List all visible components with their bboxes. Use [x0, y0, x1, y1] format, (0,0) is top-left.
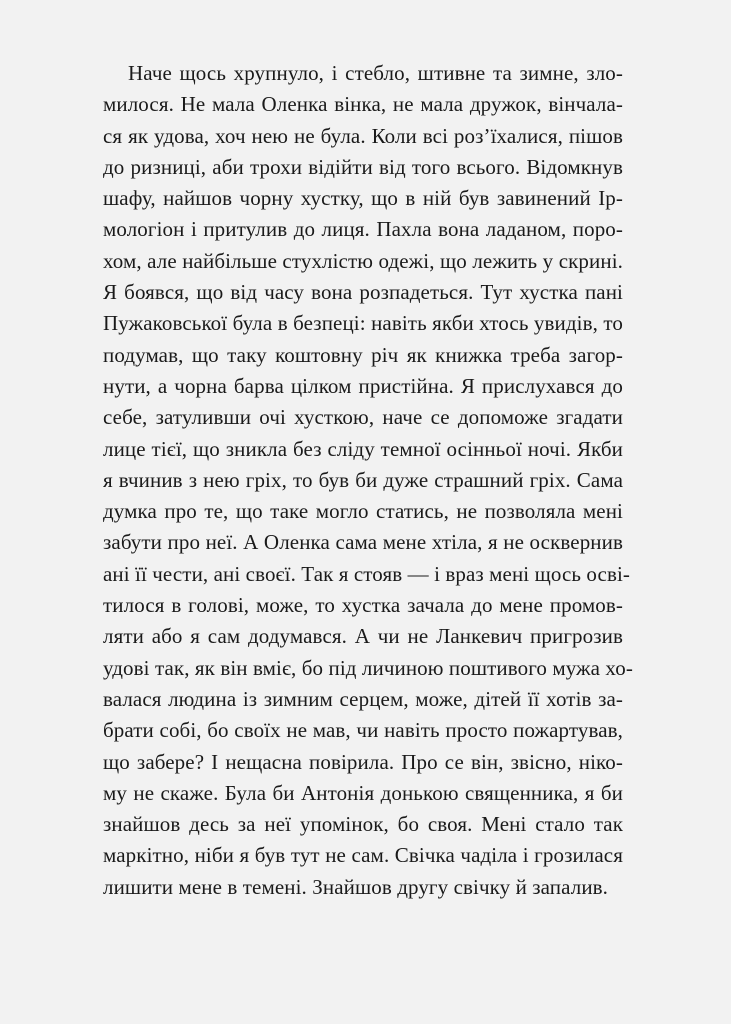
text-line: лице тієї, що зникла без сліду темної осінньої ночі. Якби — [103, 436, 623, 461]
text-line: себе, затуливши очі хусткою, наче се допоможе згадати — [103, 405, 623, 430]
text-line: валася людина із зимним серцем, може, дітей її хотів за- — [103, 686, 623, 711]
body-paragraph — [103, 58, 633, 903]
text-line: я вчинив з нею гріх, то був би дуже страшний гріх. Сама — [103, 467, 623, 492]
text-line: подумав, що таку коштовну річ як книжка треба загор- — [103, 342, 623, 367]
text-line: знайшов десь за неї упомінок, бо своя. Мені стало так — [103, 812, 623, 837]
text-line: удові так, як він вміє, бо під личиною поштивого мужа хо- — [103, 655, 633, 680]
text-line: забути про неї. А Оленка сама мене хтіла, я не осквернив — [103, 530, 623, 555]
text-line: до ризниці, аби трохи відійти від того всього. Відомкнув — [103, 154, 623, 179]
text-line: Наче щось хрупнуло, і стебло, штивне та зимне, зло- — [128, 61, 623, 85]
text-line: тилося в голові, може, то хустка зачала до мене промов- — [103, 593, 623, 618]
text-line: милося. Не мала Оленка вінка, не мала дружок, вінчала- — [103, 92, 623, 117]
text-line: Я боявся, що від часу вона розпадеться. Тут хустка пані — [103, 280, 623, 305]
text-line: брати собі, бо своїх не мав, чи навіть просто пожартував, — [103, 718, 623, 743]
text-line: ані її чести, ані своєї. Так я стояв — і враз мені щось осві- — [103, 561, 630, 586]
text-line: му не скаже. Була би Антонія донькою священника, я би — [103, 780, 623, 805]
text-line: ся як удова, хоч нею не була. Коли всі роз’їхалися, пішов — [103, 123, 623, 148]
text-line: лишити мене в темені. Знайшов другу свічку й запалив. — [103, 874, 609, 899]
text-line: нути, а чорна барва цілком пристійна. Я прислухався до — [103, 373, 623, 398]
text-line: думка про те, що таке могло статись, не позволяла мені — [103, 499, 623, 524]
text-line: Пужаковської була в безпеці: навіть якби хтось увидів, то — [103, 311, 623, 336]
text-line: маркітно, ніби я був тут не сам. Свічка чаділа і грозилася — [103, 843, 623, 868]
text-line: ляти або я сам додумався. А чи не Ланкевич пригрозив — [103, 624, 623, 649]
text-line: хом, але найбільше стухлістю одежі, що лежить у скрині. — [103, 248, 623, 273]
text-line: мологіон і притулив до лиця. Пахла вона ладаном, поро- — [103, 217, 623, 242]
text-line: що забере? І нещасна повірила. Про се він, звісно, ніко- — [103, 749, 623, 774]
text-line: шафу, найшов чорну хустку, що в ній був завинений Ір- — [103, 186, 623, 211]
